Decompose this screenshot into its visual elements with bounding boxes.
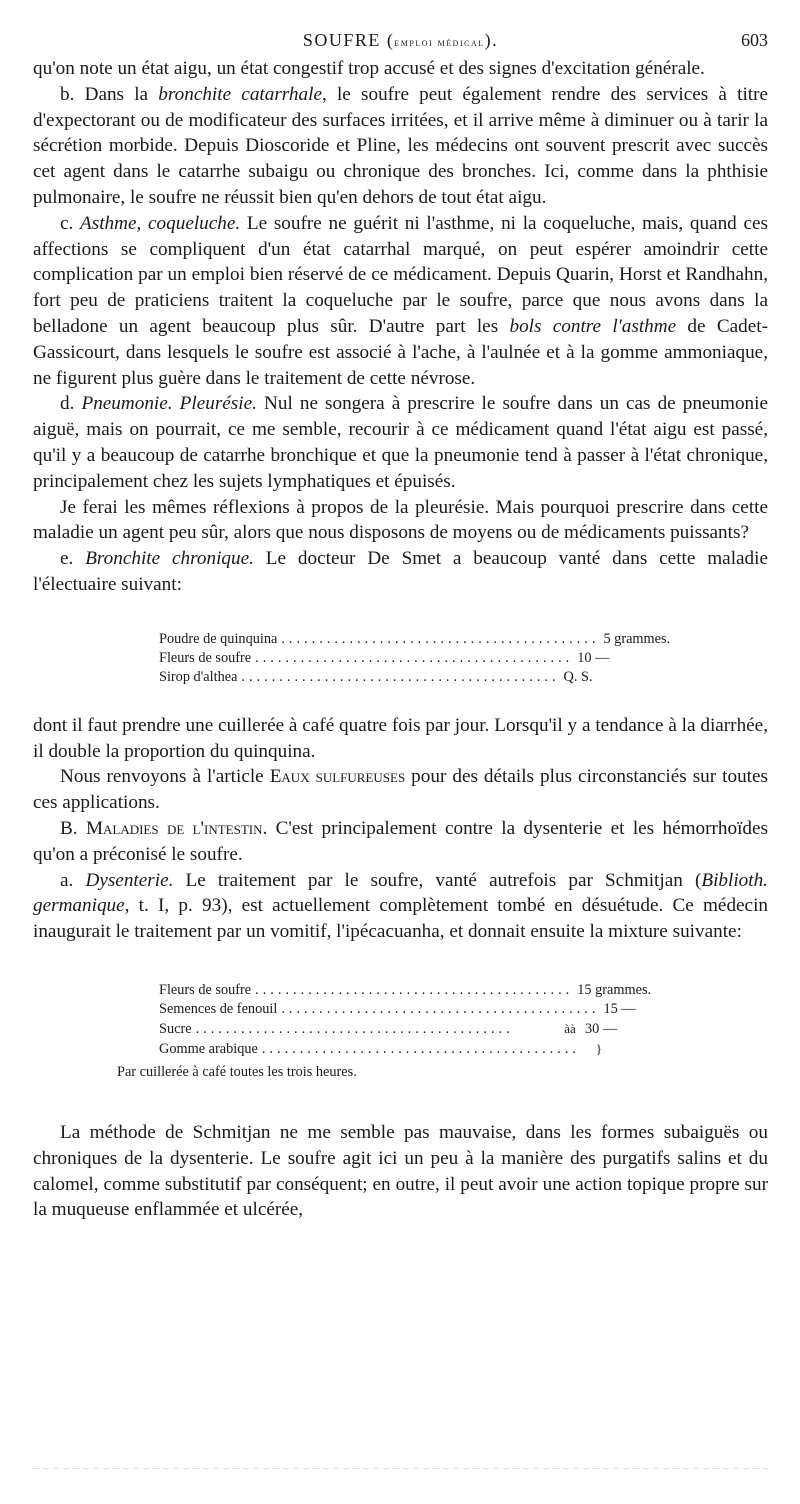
paragraph-bronchite-chronique: e. Bronchite chronique. Le docteur De Smet a beaucoup vanté dans cette maladie l'électuaire suivant: bbox=[33, 548, 768, 595]
paragraph-pleuresie: Je ferai les mêmes réflexions à propos de la pleurésie. Mais pourquoi prescrire dans cette maladie un agent peu sûr, alors que nous disposons de moyens ou de médicaments puissants? bbox=[33, 496, 768, 544]
recipe-note: Par cuillerée à café toutes les trois heures. bbox=[117, 1063, 357, 1080]
recipe-row: Semences de fenouil .......................................... 15 — bbox=[159, 1000, 636, 1017]
paragraph-methode-schmitjan: La méthode de Schmitjan ne me semble pas mauvaise, dans les formes subaiguës ou chroniques de la dysenterie. Le soufre agit ici un peu à la manière des purgatifs salins et du calomel, comme substitutif par conséquent; en outre, il peut avoir une action topique propre sur la muqueuse enflammée et ulcérée, bbox=[33, 1121, 768, 1221]
paragraph-bronchite-catarrhale: b. Dans la bronchite catarrhale, le soufre peut également rendre des services à titre d'expectorant ou de modificateur des surfaces irritées, et il arrive même à diminuer ou à tarir la sécrétion morbide. Depuis Dioscoride et Pline, les médecins ont souvent prescrit avec succès cet agent dans le catarrhe subaigu ou chronique des bronches. Ici, comme dans la phthisie pulmonaire, le soufre ne réussit bien qu'en dehors de tout état aigu. bbox=[33, 83, 769, 208]
recipe-mixture bbox=[117, 981, 659, 1082]
bottom-rule bbox=[33, 1468, 768, 1469]
recipe-row: Poudre de quinquina .......................................... 5 grammes. bbox=[159, 630, 671, 647]
recipe-row: Fleurs de soufre .......................................... 15 grammes. bbox=[159, 981, 652, 998]
running-title: SOUFRE (emploi médical). bbox=[302, 30, 499, 50]
running-header bbox=[33, 30, 768, 56]
paragraph-maladies-intestin: B. Maladies de l'intestin. C'est principalement contre la dysenterie et les hémorrhoïdes qu'on a préconisé le soufre. bbox=[33, 817, 768, 865]
recipe-electuaire bbox=[159, 630, 671, 687]
recipe-row: Fleurs de soufre .......................................... 10 — bbox=[159, 649, 610, 666]
paragraph-1: qu'on note un état aigu, un état congestif trop accusé et des signes d'excitation générale. bbox=[33, 58, 705, 79]
paragraph-asthme: c. Asthme, coqueluche. Le soufre ne guérit ni l'asthme, ni la coqueluche, mais, quand ces affections se compliquent d'un état catarrhal marqué, on peut espérer amoindrir cette complication par un emploi bien réservé de ce médicament. Depuis Quarin, Horst et Randhahn, fort peu de praticiens traitent la coqueluche par le soufre, parce que nous avons dans la belladone un agent beaucoup plus sûr. D'autre part les bols contre l'asthme de Cadet-Gassicourt, dans lesquels le soufre est associé à l'ache, à l'aulnée et à la gomme ammoniaque, ne figurent plus guère dans le traitement de cette névrose. bbox=[33, 212, 768, 389]
book-page bbox=[33, 30, 768, 1223]
paragraph-dysenterie: a. Dysenterie. Le traitement par le soufre, vanté autrefois par Schmitjan (Biblioth. germanique, t. I, p. 93), est actuellement complètement tombé en désuétude. Ce médecin inaugurait le traitement par un vomitif, l'ipécacuanha, et donnait ensuite la mixture suivante: bbox=[33, 869, 768, 943]
brace-group: àà bbox=[564, 1020, 576, 1036]
page-number: 603 bbox=[741, 30, 768, 50]
paragraph-pneumonie: d. Pneumonie. Pleurésie. Nul ne songera à prescrire le soufre dans un cas de pneumonie aiguë, mais on pourrait, ce me semble, recourir à ce médicament quand l'état aigu est passé, qu'il y a beaucoup de catarrhe bronchique et que la pneumonie tend à passer à l'état chronique, principalement chez les sujets lymphatiques et épuisés. bbox=[33, 393, 769, 492]
recipe-row: Sucre .......................................... àà 30 — bbox=[159, 1020, 618, 1037]
recipe-row: Sirop d'althea .......................................... Q. S. bbox=[159, 668, 593, 685]
paragraph-dosage: dont il faut prendre une cuillerée à café quatre fois par jour. Lorsqu'il y a tendance à la diarrhée, il double la proportion du quinquina. bbox=[33, 714, 768, 762]
paragraph-renvoi: Nous renvoyons à l'article Eaux sulfureuses pour des détails plus circonstanciés sur toutes ces applications. bbox=[33, 766, 768, 814]
recipe-row: Gomme arabique .......................................... } bbox=[159, 1040, 603, 1057]
